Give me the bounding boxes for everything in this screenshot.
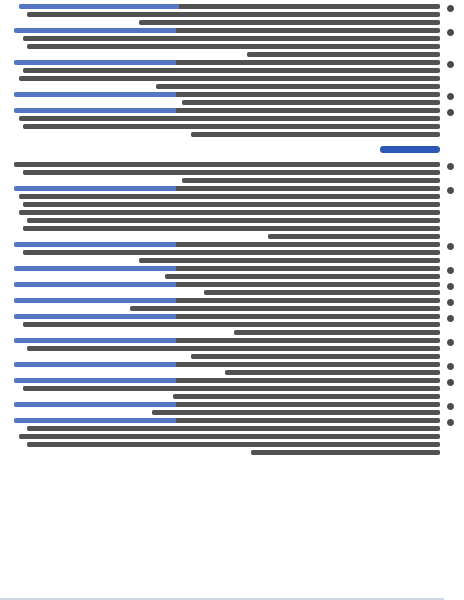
bullet-item (10, 338, 454, 359)
bullet-item (10, 186, 454, 239)
bullet-item (10, 162, 454, 183)
bullet-icon (447, 187, 454, 194)
text-block (10, 314, 440, 335)
bullet-item (10, 242, 454, 263)
text-block (10, 108, 440, 137)
text-block (10, 338, 440, 359)
bullet-icon (447, 363, 454, 370)
text-block (10, 162, 440, 183)
bullet-item (10, 402, 454, 415)
bullet-icon (447, 61, 454, 68)
text-block (10, 378, 440, 399)
text-block (10, 298, 440, 311)
text-block (10, 282, 440, 295)
bullet-icon (447, 243, 454, 250)
bullet-icon (447, 109, 454, 116)
section-heading (10, 141, 440, 157)
section-heading-mark (380, 146, 440, 153)
bullet-item (10, 362, 454, 375)
text-block (10, 186, 440, 239)
text-block (10, 266, 440, 279)
bullet-item (10, 282, 454, 295)
bullet-icon (447, 403, 454, 410)
bullet-icon (447, 29, 454, 36)
bullet-item (10, 108, 454, 137)
text-block (10, 242, 440, 263)
bullet-item (10, 378, 454, 399)
bullet-icon (447, 419, 454, 426)
bullet-item (10, 4, 454, 25)
text-block (10, 4, 440, 25)
bullet-icon (447, 5, 454, 12)
bullet-item (10, 92, 454, 105)
text-block (10, 92, 440, 105)
bullet-icon (447, 283, 454, 290)
bullet-icon (447, 339, 454, 346)
text-block (10, 418, 440, 455)
bullet-item (10, 60, 454, 89)
bullet-icon (447, 163, 454, 170)
bullet-icon (447, 315, 454, 322)
bullet-item (10, 266, 454, 279)
bullet-item (10, 418, 454, 455)
bullet-item (10, 314, 454, 335)
text-block (10, 402, 440, 415)
document-page (10, 4, 454, 596)
text-block (10, 362, 440, 375)
bullet-item (10, 298, 454, 311)
text-block (10, 60, 440, 89)
bullet-item (10, 28, 454, 57)
bullet-icon (447, 93, 454, 100)
bullet-icon (447, 299, 454, 306)
text-block (10, 28, 440, 57)
bullet-icon (447, 267, 454, 274)
bullet-icon (447, 379, 454, 386)
